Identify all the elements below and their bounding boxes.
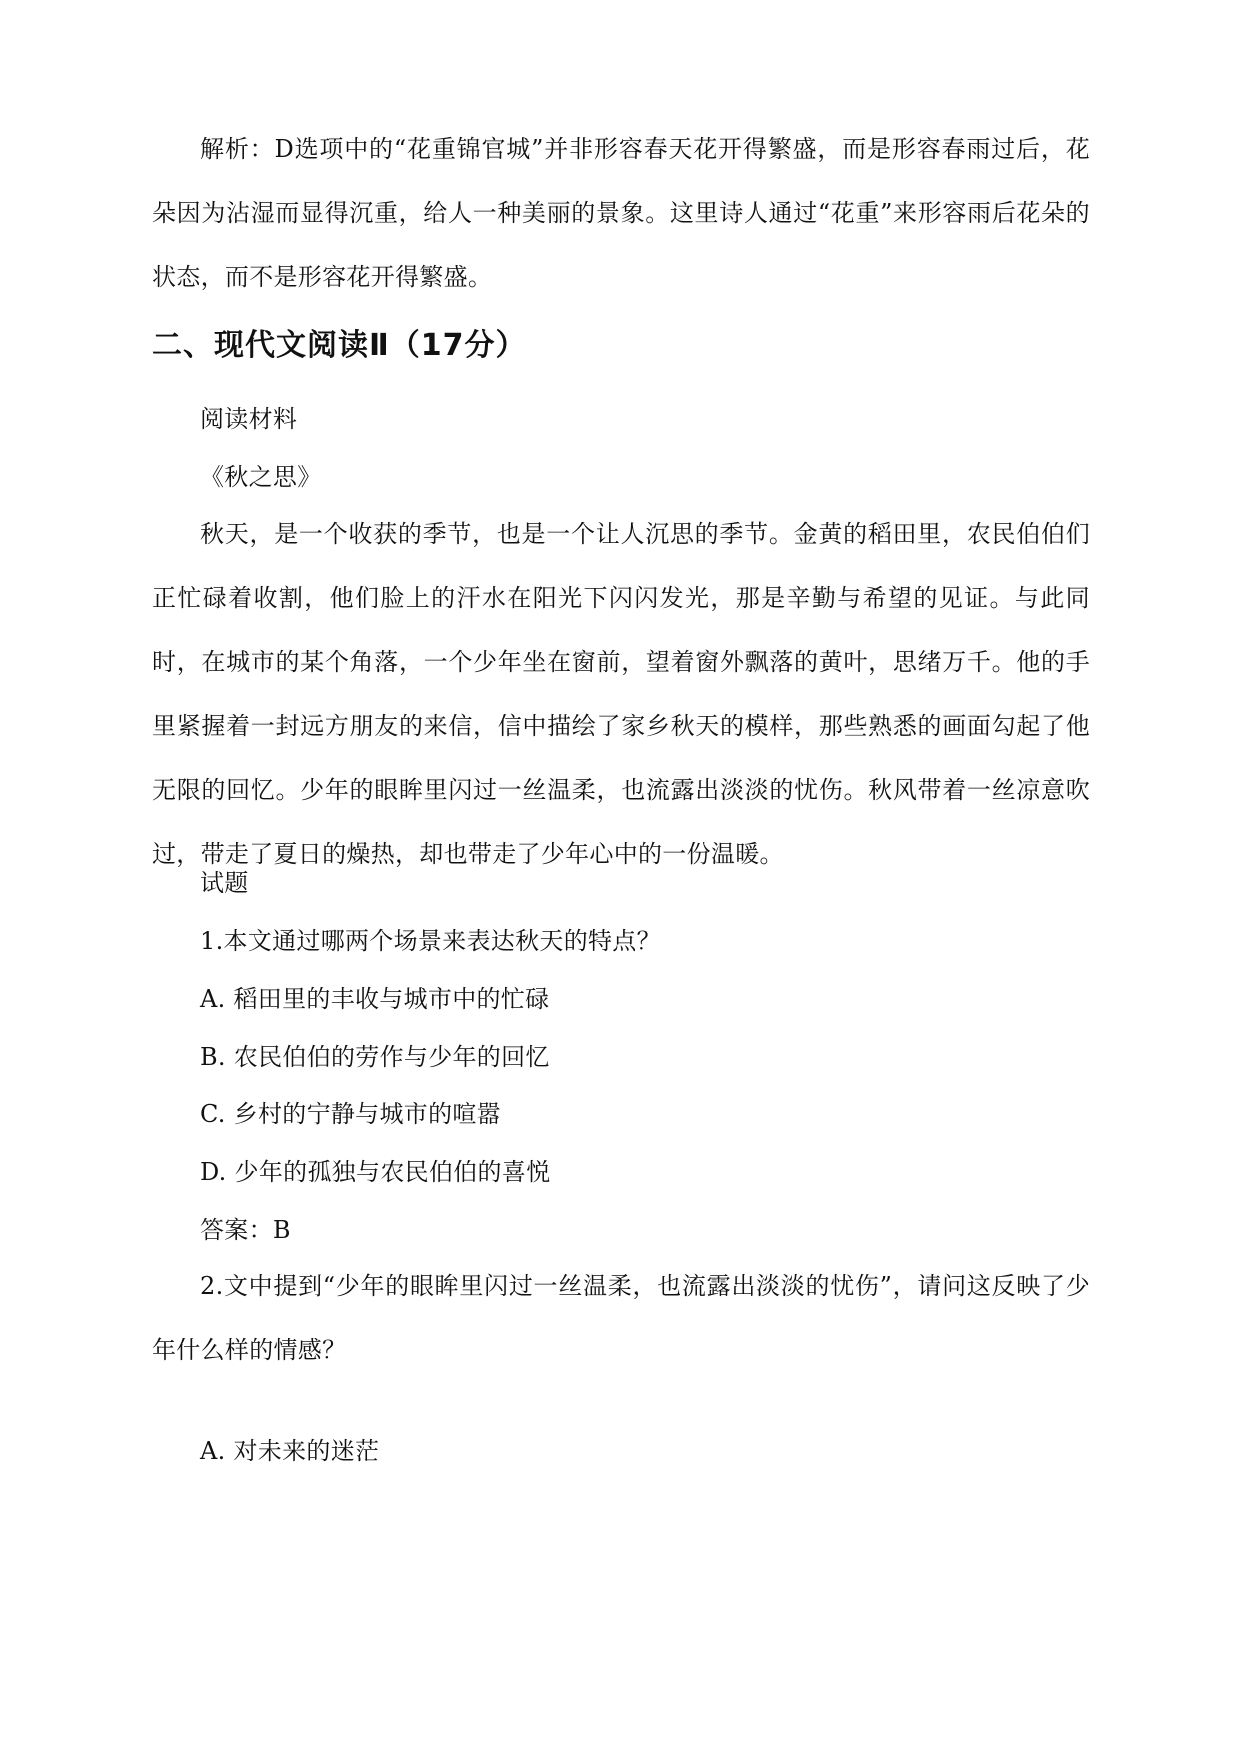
question-1-option-d: D. 少年的孤独与农民伯伯的喜悦 xyxy=(200,1158,551,1186)
question-2-option-a: A. 对未来的迷茫 xyxy=(200,1437,380,1465)
question-1-option-c: C. 乡村的宁静与城市的喧嚣 xyxy=(200,1100,501,1128)
question-1-option-a: A. 稻田里的丰收与城市中的忙碌 xyxy=(200,985,550,1013)
analysis-paragraph: 解析：D选项中的“花重锦官城”并非形容春天花开得繁盛，而是形容春雨过后，花朵因为沾湿而显得沉重，给人一种美丽的景象。这里诗人通过“花重”来形容雨后花朵的状态，而不是形容花开得繁盛。 xyxy=(152,135,1090,291)
reading-passage-block xyxy=(152,502,1090,886)
questions-label: 试题 xyxy=(200,869,249,897)
question-2-block xyxy=(152,1254,1090,1382)
reading-title: 《秋之思》 xyxy=(200,463,322,491)
question-1-stem: 1.本文通过哪两个场景来表达秋天的特点？ xyxy=(200,927,661,955)
analysis-block xyxy=(152,117,1090,309)
question-1-option-b: B. 农民伯伯的劳作与少年的回忆 xyxy=(200,1043,550,1071)
reading-passage: 秋天，是一个收获的季节，也是一个让人沉思的季节。金黄的稻田里，农民伯伯们正忙碌着收割，他们脸上的汗水在阳光下闪闪发光，那是辛勤与希望的见证。与此同时，在城市的某个角落，一个少年坐在窗前，望着窗外飘落的黄叶，思绪万千。他的手里紧握着一封远方朋友的来信，信中描绘了家乡秋天的模样，那些熟悉的画面勾起了他无限的回忆。少年的眼眸里闪过一丝温柔，也流露出淡淡的忧伤。秋风带着一丝凉意吹过，带走了夏日的燥热，却也带走了少年心中的一份温暖。 xyxy=(152,520,1090,868)
question-1-answer: 答案：B xyxy=(200,1216,291,1244)
section-heading: 二、现代文阅读Ⅱ（17分） xyxy=(152,328,527,363)
question-2-stem: 2.文中提到“少年的眼眸里闪过一丝温柔，也流露出淡淡的忧伤”，请问这反映了少年什么样的情感？ xyxy=(152,1272,1090,1364)
reading-label: 阅读材料 xyxy=(200,405,298,433)
